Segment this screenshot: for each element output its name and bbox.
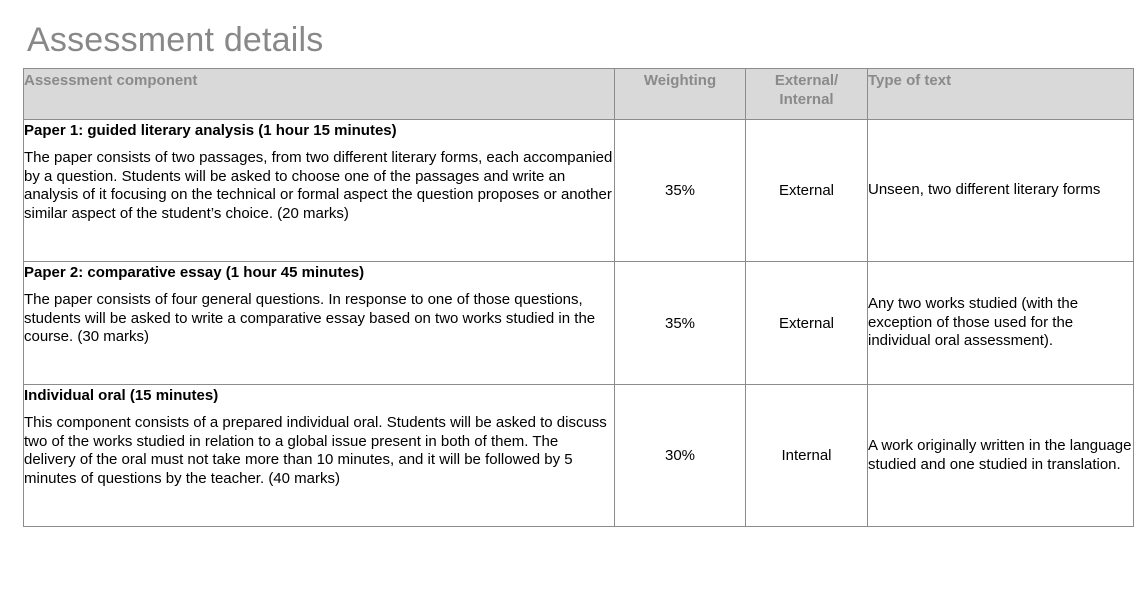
- table-row: [24, 120, 1134, 262]
- external-internal-cell: Internal: [746, 385, 868, 527]
- table-row: [24, 385, 1134, 527]
- component-title: Paper 1: guided literary analysis (1 hour 15 minutes): [24, 122, 397, 139]
- header-row: [24, 69, 1134, 120]
- header-weighting: Weighting: [615, 69, 746, 120]
- header-assessment-component: Assessment component: [24, 69, 615, 120]
- external-internal-cell: External: [746, 262, 868, 385]
- weighting-cell: 30%: [615, 385, 746, 527]
- header-external-internal: [746, 69, 868, 120]
- page-title: Assessment details: [27, 21, 324, 59]
- component-description: The paper consists of two passages, from two different literary forms, each accompanied by a question. Students will be asked to choose one of the passages and write an analysis of it focusing on the technical or formal aspect the question proposes or another similar aspect of the student’s choice. (20 marks): [24, 149, 613, 222]
- table-body: [24, 120, 1134, 527]
- table-header: [24, 69, 1134, 120]
- type-of-text-cell: A work originally written in the language studied and one studied in translation.: [868, 385, 1134, 527]
- header-type-of-text: Type of text: [868, 69, 1134, 120]
- weighting-cell: 35%: [615, 262, 746, 385]
- type-of-text-cell: Any two works studied (with the exception of those used for the individual oral assessment).: [868, 262, 1134, 385]
- table-row: [24, 262, 1134, 385]
- external-internal-cell: External: [746, 120, 868, 262]
- component-cell: [24, 120, 615, 262]
- component-description: The paper consists of four general questions. In response to one of those questions, students will be asked to write a comparative essay based on two works studied in the course. (30 marks): [24, 291, 596, 345]
- header-external-internal-label: External/ Internal: [774, 72, 839, 108]
- component-description: This component consists of a prepared individual oral. Students will be asked to discuss two of the works studied in relation to a global issue present in both of them. The delivery of the oral must not take more than 10 minutes, and it will be followed by 5 minutes of questions by the teacher. (40 marks): [24, 414, 607, 487]
- component-title: Paper 2: comparative essay (1 hour 45 minutes): [24, 264, 365, 281]
- component-cell: [24, 385, 615, 527]
- component-cell: [24, 262, 615, 385]
- assessment-table: [23, 68, 1134, 527]
- weighting-cell: 35%: [615, 120, 746, 262]
- component-title: Individual oral (15 minutes): [24, 387, 219, 404]
- type-of-text-cell: Unseen, two different literary forms: [868, 120, 1134, 262]
